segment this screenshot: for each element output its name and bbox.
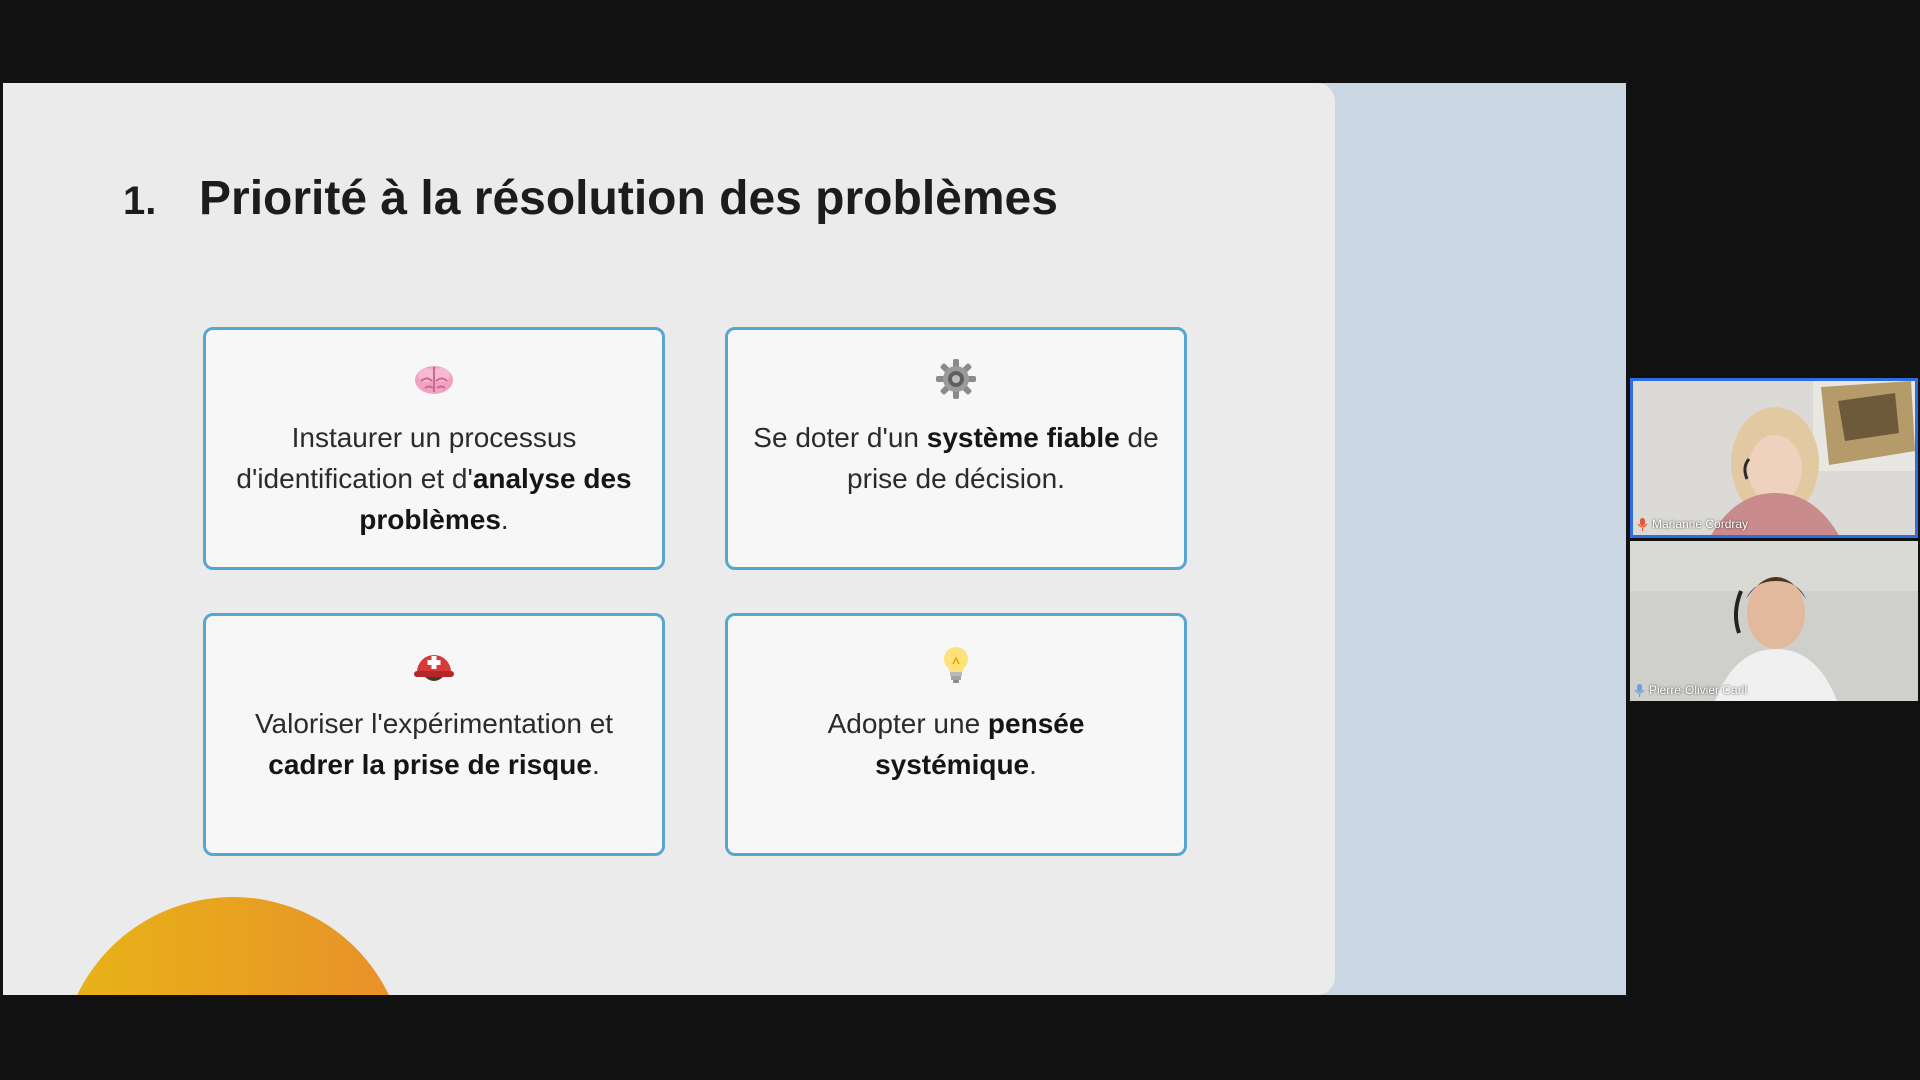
card-text-bold: analyse des problèmes [359, 463, 632, 535]
card-text [226, 703, 642, 785]
slide-title-text: Priorité à la résolution des problèmes [199, 172, 1058, 225]
participant-name: Pierre-Olivier Carll [1649, 683, 1748, 697]
card-text-part: . [591, 749, 600, 780]
brain-icon [411, 356, 457, 402]
slide [3, 83, 1335, 995]
card-systeme-fiable [725, 327, 1187, 570]
participant-tile-pierre-olivier-carll[interactable] [1630, 541, 1918, 701]
slide-title [123, 171, 1058, 226]
helmet-icon [411, 642, 457, 688]
participant-video [1633, 381, 1918, 538]
card-text-part: de prise de décision. [847, 422, 1159, 494]
card-text [748, 703, 1164, 785]
card-prise-de-risque [203, 613, 665, 856]
card-text-part: . [500, 504, 509, 535]
card-text-part: Instaurer un processus d'identification et d' [236, 422, 577, 494]
participant-video [1630, 541, 1918, 701]
card-text-bold: pensée systémique [875, 708, 1085, 780]
mic-icon [1637, 518, 1648, 531]
participant-tile-marianne-cordray[interactable] [1630, 378, 1918, 538]
card-text-part: Se doter d'un [753, 422, 927, 453]
card-text-part: . [1029, 749, 1037, 780]
card-text [226, 417, 642, 540]
card-text [748, 417, 1164, 499]
card-text-bold: cadrer la prise de risque [268, 749, 592, 780]
lightbulb-icon [933, 642, 979, 688]
participant-name: Marianne Cordray [1652, 517, 1749, 531]
shared-screen [3, 83, 1626, 995]
card-pensee-systemique [725, 613, 1187, 856]
decorative-sun-circle [60, 897, 406, 995]
card-analyse-problemes [203, 327, 665, 570]
participant-label [1637, 517, 1748, 531]
card-text-part: Valoriser l'expérimentation et [254, 708, 614, 739]
card-text-part: Adopter une [827, 708, 988, 739]
gear-icon [933, 356, 979, 402]
slide-title-number: 1. [123, 179, 157, 223]
mic-icon [1634, 684, 1645, 697]
participant-label [1634, 683, 1747, 697]
card-text-bold: système fiable [926, 422, 1120, 453]
